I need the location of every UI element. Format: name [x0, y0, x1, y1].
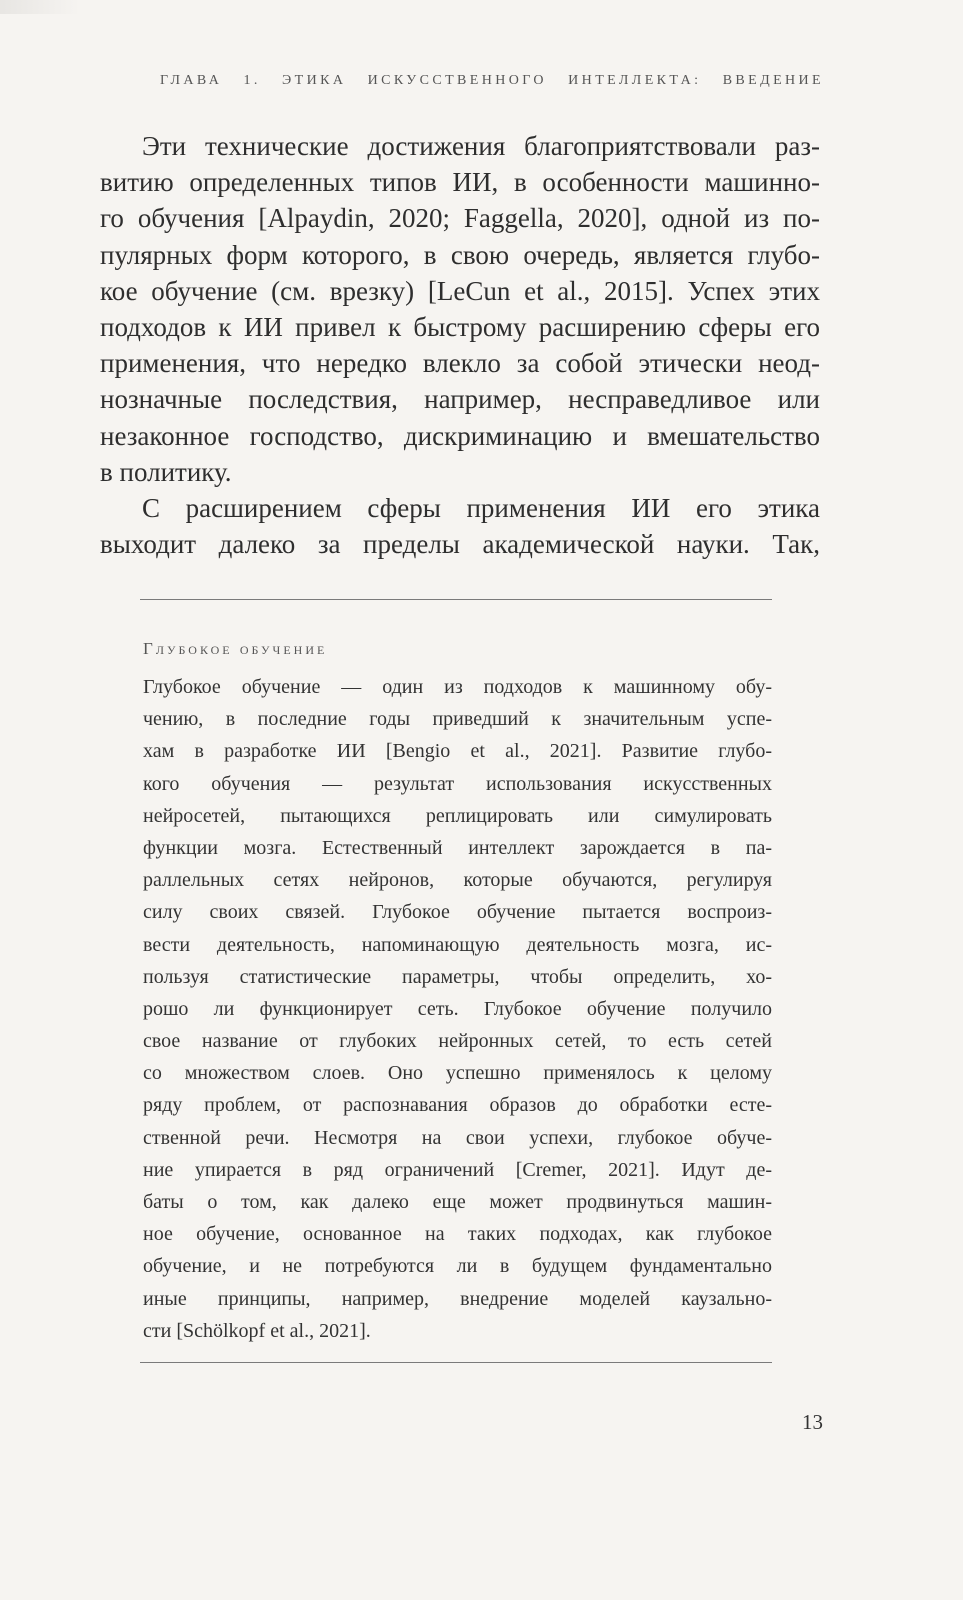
- main-text-line: применения, что нередко влекло за собой этически неод-: [100, 348, 820, 379]
- main-text-line: витию определенных типов ИИ, в особенности машинно-: [100, 167, 820, 198]
- sidebar-text-line: раллельных сетях нейронов, которые обучаются, регулируя: [143, 869, 772, 892]
- main-text: [100, 128, 820, 562]
- main-text-line: го обучения [Alpaydin, 2020; Faggella, 2020], одной из по-: [100, 203, 820, 234]
- sidebar-text-line: ное обучение, основанное на таких подходах, как глубокое: [143, 1223, 772, 1246]
- main-text-line: в политику.: [100, 456, 232, 487]
- sidebar-text: [143, 671, 772, 1347]
- sidebar-text-line: нейросетей, пытающихся реплицировать или симулировать: [143, 804, 772, 827]
- main-text-line: С расширением сферы применения ИИ его этика: [142, 492, 820, 523]
- sidebar-text-line: силу своих связей. Глубокое обучение пытается воспроиз-: [143, 901, 772, 924]
- sidebar-text-line: рошо ли функционирует сеть. Глубокое обучение получило: [143, 997, 772, 1020]
- sidebar-text-line: хам в разработке ИИ [Bengio et al., 2021]. Развитие глубо-: [143, 740, 772, 763]
- sidebar-text-line: вести деятельность, напоминающую деятельность мозга, ис-: [143, 933, 772, 956]
- main-text-line: кое обучение (см. врезку) [LeCun et al., 2015]. Успех этих: [100, 275, 820, 306]
- sidebar-text-line: кого обучения — результат использования искусственных: [143, 772, 772, 795]
- sidebar-text-line: ние упирается в ряд ограничений [Cremer, 2021]. Идут де-: [143, 1158, 772, 1181]
- sidebar-title: Глубокое обучение: [143, 639, 328, 658]
- sidebar-text-line: ряду проблем, от распознавания образов до обработки есте-: [143, 1094, 772, 1117]
- main-text-line: незаконное господство, дискриминацию и вмешательство: [100, 420, 820, 451]
- main-text-line: Эти технические достижения благоприятствовали раз-: [142, 131, 820, 161]
- sidebar-text-line: пользуя статистические параметры, чтобы определить, хо-: [143, 965, 772, 988]
- running-head: ГЛАВА 1. ЭТИКА ИСКУССТВЕННОГО ИНТЕЛЛЕКТА: ВВЕДЕНИЕ: [160, 73, 824, 88]
- sidebar-text-line: Глубокое обучение — один из подходов к машинному обу-: [143, 676, 772, 698]
- sidebar-text-line: чению, в последние годы приведший к значительным успе-: [143, 708, 772, 731]
- sidebar-text-line: со множеством слоев. Оно успешно применялось к целому: [143, 1062, 772, 1085]
- main-text-line: нозначные последствия, например, несправедливое или: [100, 384, 820, 415]
- page-number: 13: [802, 1410, 823, 1434]
- sidebar-bottom-rule: [140, 1362, 772, 1363]
- sidebar-top-rule: [140, 599, 772, 600]
- main-text-line: подходов к ИИ привел к быстрому расширению сферы его: [100, 311, 820, 342]
- sidebar-text-line: функции мозга. Естественный интеллект зарождается в па-: [143, 836, 772, 859]
- main-text-line: пулярных форм которого, в свою очередь, является глубо-: [100, 239, 820, 270]
- sidebar-text-line: свое название от глубоких нейронных сетей, то есть сетей: [143, 1030, 772, 1053]
- sidebar-text-line: иные принципы, например, внедрение моделей каузально-: [143, 1287, 772, 1310]
- sidebar-text-line: сти [Schölkopf et al., 2021].: [143, 1319, 371, 1342]
- main-text-line: выходит далеко за пределы академической науки. Так,: [100, 529, 820, 560]
- sidebar-text-line: ственной речи. Несмотря на свои успехи, глубокое обуче-: [143, 1126, 772, 1149]
- sidebar-text-line: обучение, и не потребуются ли в будущем фундаментально: [143, 1255, 772, 1278]
- sidebar-text-line: баты о том, как далеко еще может продвинуться машин-: [143, 1191, 772, 1213]
- page-corner-shadow: [0, 0, 80, 14]
